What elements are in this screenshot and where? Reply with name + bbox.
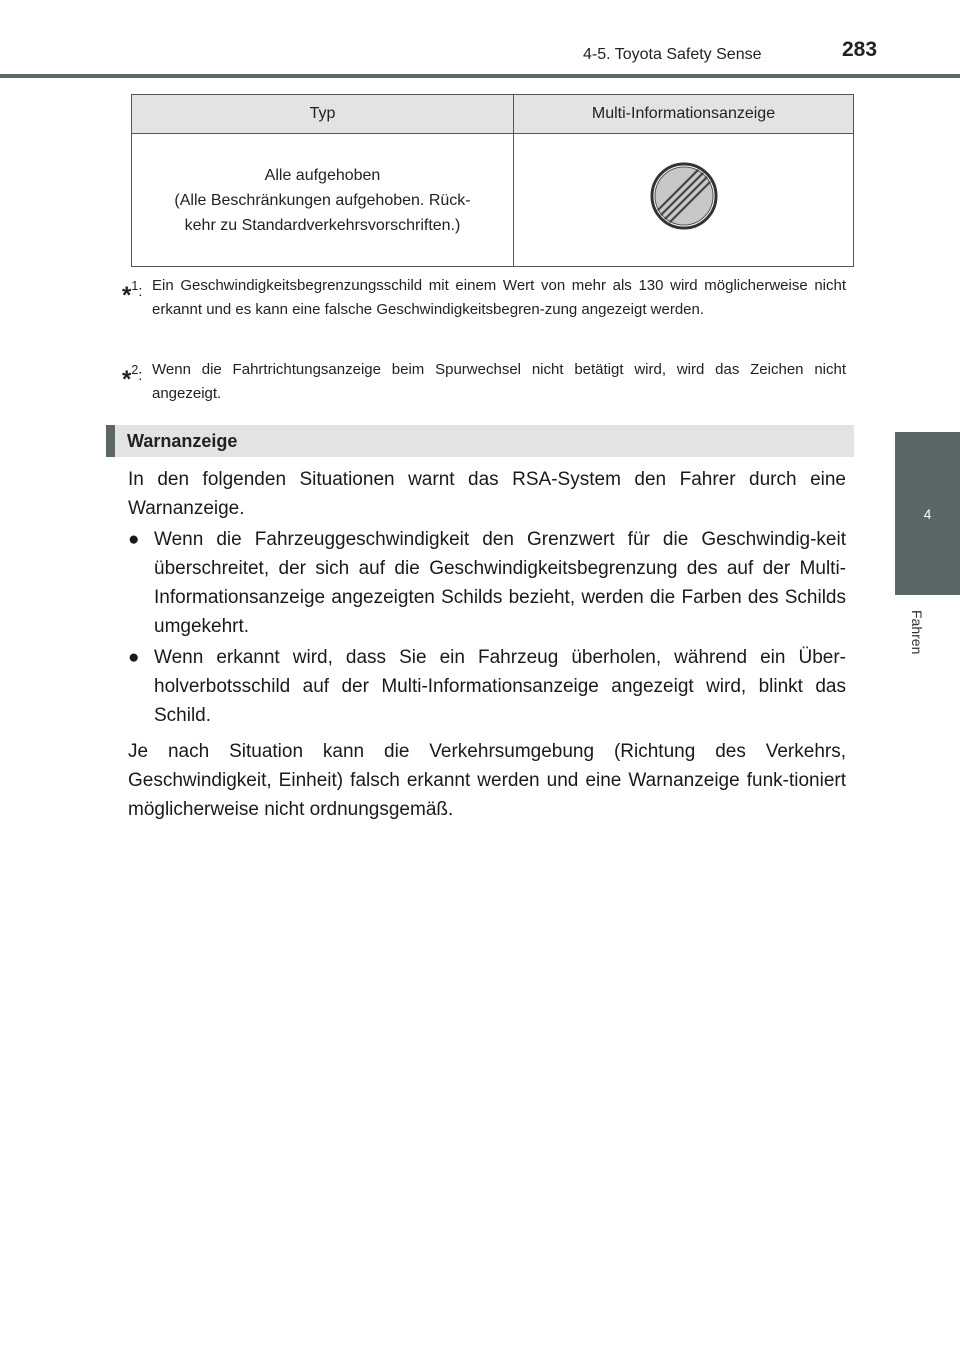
footnote-text: Wenn die Fahrtrichtungsanzeige beim Spurwechsel nicht betätigt wird, wird das Zeichen nicht angezeigt. bbox=[152, 361, 846, 402]
footnote-marker: *$^2$: bbox=[122, 363, 143, 393]
header-section: 4-5. Toyota Safety Sense bbox=[583, 46, 762, 63]
section-heading bbox=[106, 425, 854, 457]
table-row bbox=[132, 134, 854, 267]
header-rule bbox=[0, 74, 960, 78]
intro-paragraph: In den folgenden Situationen warnt das RSA-System den Fahrer durch eine Warnanzeige. bbox=[128, 469, 846, 519]
list-item bbox=[128, 525, 846, 641]
column-header-type: Typ bbox=[132, 95, 514, 134]
sign-description-line: kehr zu Standardverkehrsvorschriften.) bbox=[184, 216, 461, 234]
footnote-2 bbox=[122, 358, 846, 406]
closing-paragraph: Je nach Situation kann die Verkehrsumgebung (Richtung des Verkehrs, Geschwindigkeit, Einheit) falsch erkannt werden und eine Warnanzeige funk-tioniert möglicherweise nicht ordnungsgemäß. bbox=[128, 741, 846, 820]
bullet-icon: ● bbox=[128, 529, 140, 550]
sign-description-cell bbox=[132, 134, 514, 267]
list-item-text: Wenn die Fahrzeuggeschwindigkeit den Grenzwert für die Geschwindig-keit überschreitet, der sich auf die Geschwindigkeitsbegrenzung des auf der Multi-Informationsanzeige angezeigten Schilds bezieht, werden die Farben des Schilds umgekehrt. bbox=[154, 529, 846, 637]
chapter-tab bbox=[895, 432, 960, 595]
list-item-text: Wenn erkannt wird, dass Sie ein Fahrzeug überholen, während ein Über-holverbotsschild auf der Multi-Informationsanzeige angezeigt wird, blinkt das Schild. bbox=[154, 647, 846, 726]
column-header-display: Multi-Informationsanzeige bbox=[514, 95, 854, 134]
chapter-label: Fahren bbox=[909, 610, 925, 655]
end-of-all-restrictions-sign-icon bbox=[649, 161, 719, 231]
table-header-row bbox=[132, 95, 854, 134]
footnote-marker: *$^1$: bbox=[122, 279, 143, 309]
footnote-1 bbox=[122, 274, 846, 322]
sign-description-line: (Alle Beschränkungen aufgehoben. Rück- bbox=[174, 191, 471, 209]
sign-display-cell bbox=[514, 134, 854, 267]
chapter-number: 4 bbox=[923, 505, 932, 522]
sign-description-line: Alle aufgehoben bbox=[264, 166, 381, 184]
sign-table bbox=[131, 94, 854, 267]
page-number: 283 bbox=[842, 38, 878, 61]
section-title: Warnanzeige bbox=[127, 430, 238, 451]
section-heading-bar bbox=[106, 425, 115, 457]
footnote-text: Ein Geschwindigkeitsbegrenzungsschild mit einem Wert von mehr als 130 wird möglicherweise nicht erkannt und es kann eine falsche Geschwindigkeitsbegren-zung angezeigt werden. bbox=[152, 277, 846, 318]
list-item bbox=[128, 643, 846, 730]
bullet-icon: ● bbox=[128, 647, 140, 668]
